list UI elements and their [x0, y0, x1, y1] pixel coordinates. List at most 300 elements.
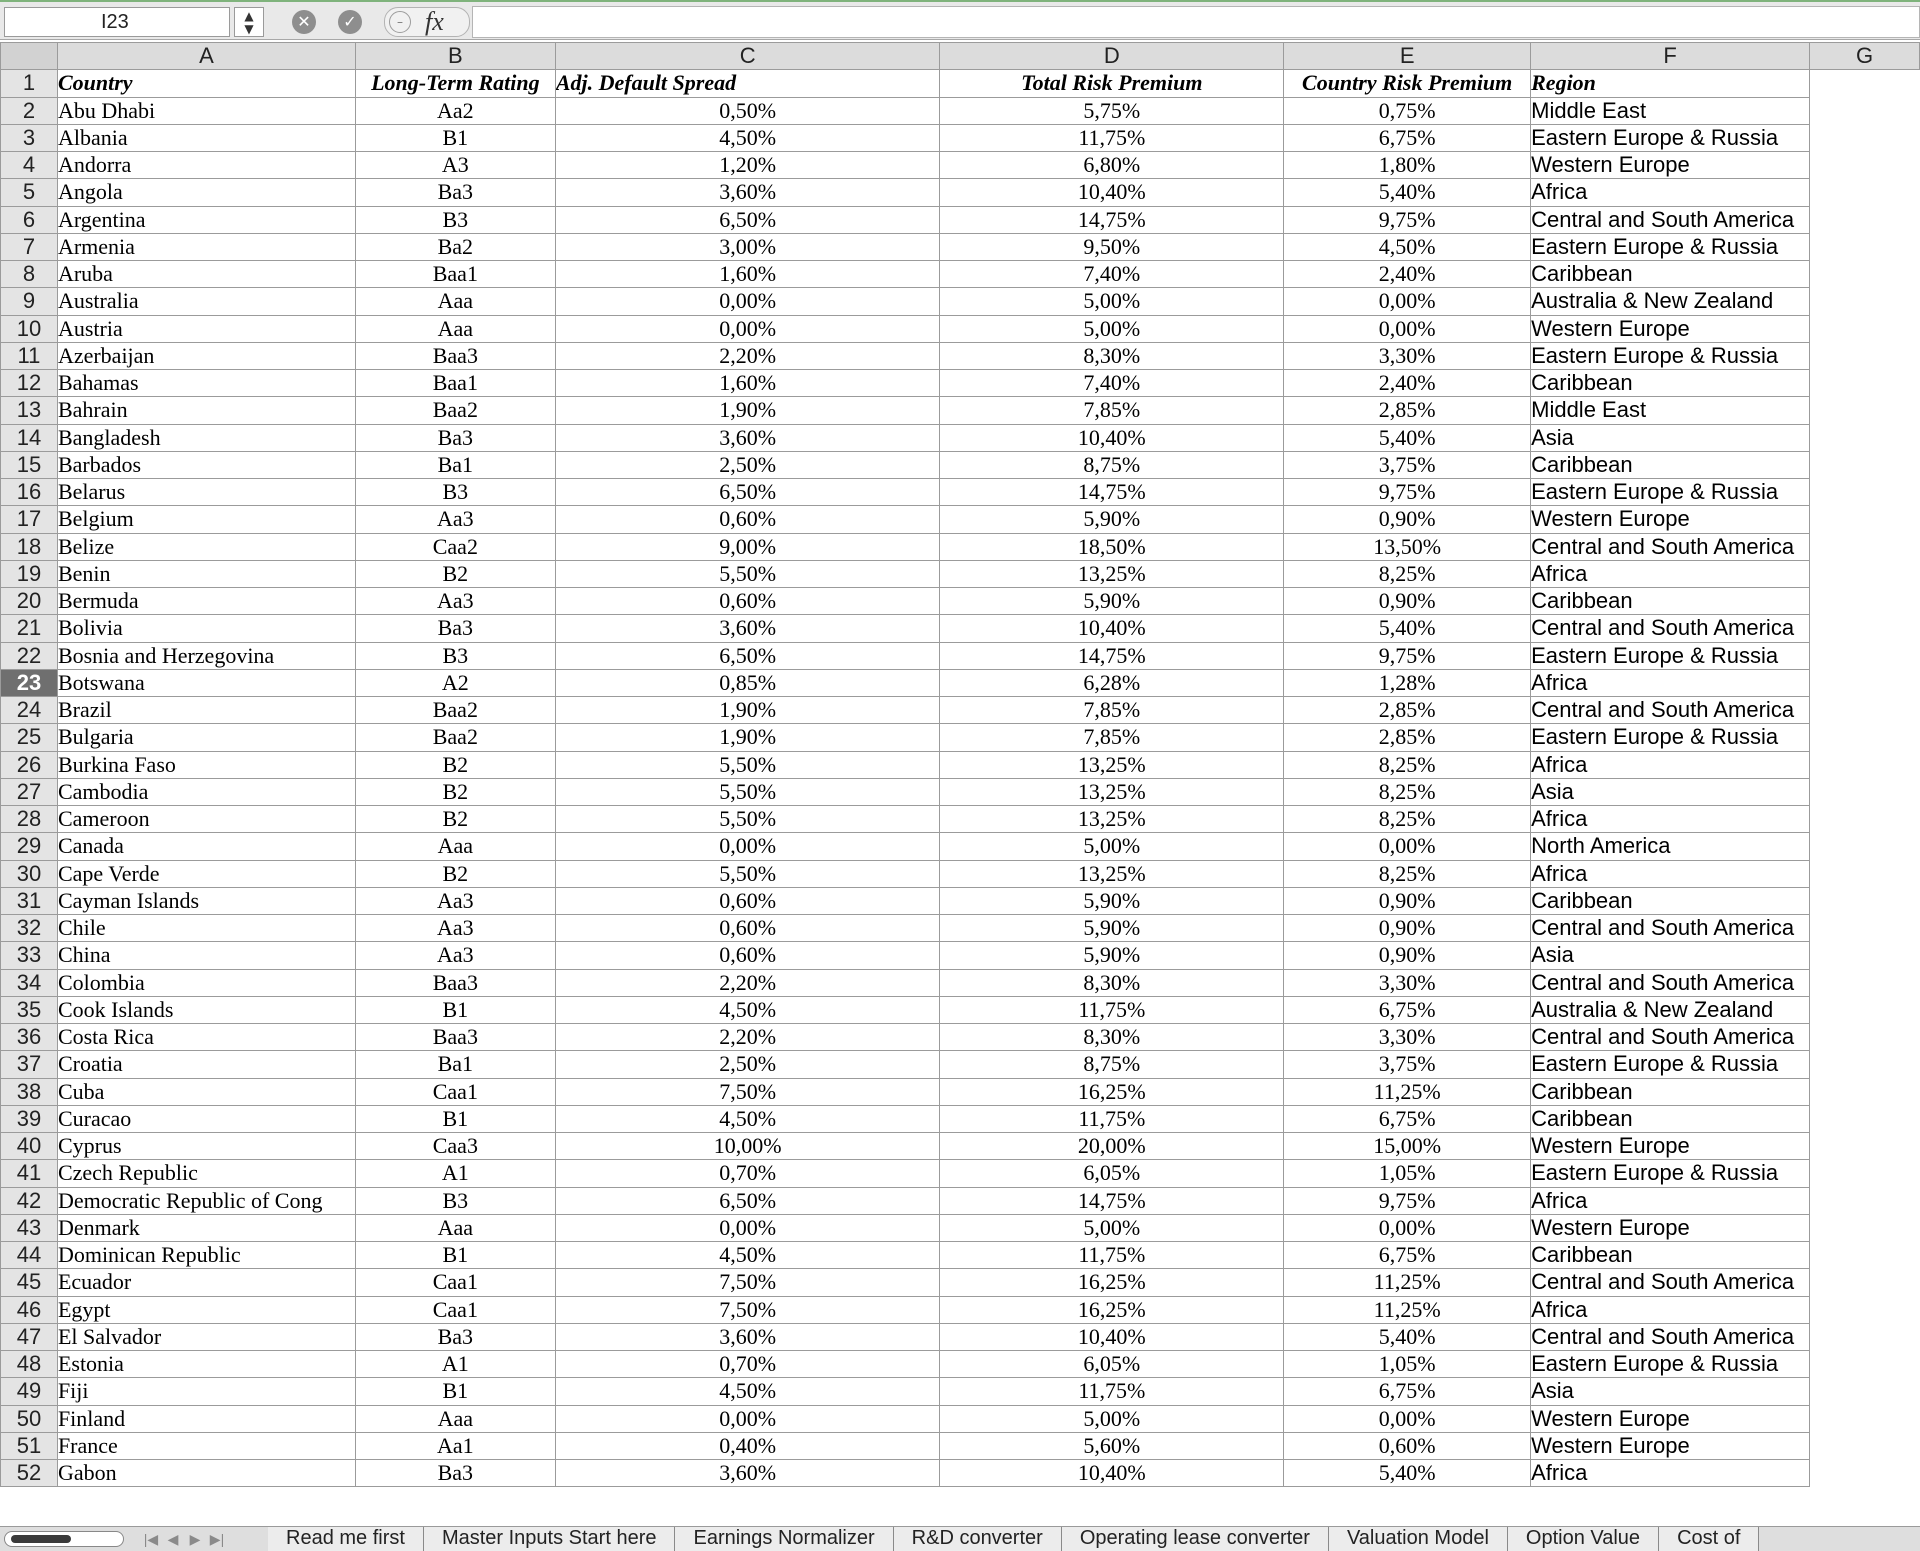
cell-spread[interactable]: 5,50% [555, 560, 940, 587]
cell-country-risk[interactable]: 0,90% [1284, 506, 1531, 533]
cell-rating[interactable]: B1 [355, 996, 555, 1023]
cell-country-risk[interactable]: 8,25% [1284, 778, 1531, 805]
cell-country-risk[interactable]: 6,75% [1284, 1242, 1531, 1269]
cell-g[interactable] [1810, 860, 1920, 887]
cell-total-risk[interactable]: 7,85% [940, 397, 1284, 424]
cell-g[interactable] [1810, 642, 1920, 669]
cell-country-risk[interactable]: 9,75% [1284, 642, 1531, 669]
cell-region[interactable]: Caribbean [1531, 887, 1810, 914]
cell-g[interactable] [1810, 697, 1920, 724]
cell-region[interactable]: Caribbean [1531, 588, 1810, 615]
cell-total-risk[interactable]: 9,50% [940, 233, 1284, 260]
last-sheet-icon[interactable]: ▶| [209, 1531, 225, 1547]
cell-region[interactable]: Caribbean [1531, 1242, 1810, 1269]
cell-country-risk[interactable]: 15,00% [1284, 1133, 1531, 1160]
cell-total-risk[interactable]: 14,75% [940, 642, 1284, 669]
cell-spread[interactable]: 4,50% [555, 1105, 940, 1132]
cell-total-risk[interactable]: 14,75% [940, 1187, 1284, 1214]
row-number[interactable]: 47 [1, 1323, 58, 1350]
cell-country[interactable]: Azerbaijan [57, 342, 355, 369]
cell-rating[interactable]: B2 [355, 860, 555, 887]
cell-rating[interactable]: B1 [355, 1105, 555, 1132]
cell-total-risk[interactable]: 11,75% [940, 1105, 1284, 1132]
row-number[interactable]: 42 [1, 1187, 58, 1214]
cell-country[interactable]: Cape Verde [57, 860, 355, 887]
cell-total-risk[interactable]: 8,75% [940, 451, 1284, 478]
row-number[interactable]: 48 [1, 1351, 58, 1378]
row-number[interactable]: 45 [1, 1269, 58, 1296]
column-header-f[interactable]: F [1531, 43, 1810, 70]
cell-g[interactable] [1810, 315, 1920, 342]
cell-country[interactable]: Albania [57, 124, 355, 151]
cell-total-risk[interactable]: 13,25% [940, 860, 1284, 887]
cell-g[interactable] [1810, 533, 1920, 560]
cell-g[interactable] [1810, 996, 1920, 1023]
cell-country[interactable]: Bulgaria [57, 724, 355, 751]
cell-g[interactable] [1810, 1323, 1920, 1350]
column-header-g[interactable]: G [1810, 43, 1920, 70]
cell-total-risk[interactable]: 5,90% [940, 506, 1284, 533]
cell-region[interactable]: Australia & New Zealand [1531, 288, 1810, 315]
cell-spread[interactable]: 0,60% [555, 887, 940, 914]
cell-country-risk[interactable]: 8,25% [1284, 751, 1531, 778]
cell-country-risk[interactable]: 0,60% [1284, 1432, 1531, 1459]
cell-country-risk[interactable]: 0,00% [1284, 833, 1531, 860]
cell-region[interactable]: Eastern Europe & Russia [1531, 724, 1810, 751]
sheet-tab[interactable]: Cost of [1659, 1527, 1759, 1551]
row-number[interactable]: 18 [1, 533, 58, 560]
cell-g[interactable] [1810, 560, 1920, 587]
cell-region[interactable]: Central and South America [1531, 1269, 1810, 1296]
header-spread[interactable]: Adj. Default Spread [555, 70, 940, 97]
cell-country[interactable]: Burkina Faso [57, 751, 355, 778]
cell-spread[interactable]: 1,90% [555, 697, 940, 724]
row-number[interactable]: 34 [1, 969, 58, 996]
cell-total-risk[interactable]: 5,90% [940, 942, 1284, 969]
cell-country-risk[interactable]: 2,85% [1284, 697, 1531, 724]
cell-total-risk[interactable]: 5,90% [940, 915, 1284, 942]
horizontal-scrollbar[interactable] [4, 1531, 124, 1547]
cell-region[interactable]: Middle East [1531, 97, 1810, 124]
cell-rating[interactable]: Caa1 [355, 1269, 555, 1296]
cell-country[interactable]: Botswana [57, 669, 355, 696]
cell-total-risk[interactable]: 13,25% [940, 560, 1284, 587]
cell-country-risk[interactable]: 0,90% [1284, 942, 1531, 969]
cell-g[interactable] [1810, 424, 1920, 451]
cell-region[interactable]: Western Europe [1531, 152, 1810, 179]
cell-g[interactable] [1810, 233, 1920, 260]
cell-total-risk[interactable]: 13,25% [940, 778, 1284, 805]
row-number[interactable]: 9 [1, 288, 58, 315]
cell-country[interactable]: Aruba [57, 261, 355, 288]
cell-total-risk[interactable]: 11,75% [940, 124, 1284, 151]
cell-region[interactable]: Central and South America [1531, 697, 1810, 724]
cell-total-risk[interactable]: 5,90% [940, 588, 1284, 615]
next-sheet-icon[interactable]: ▶ [189, 1531, 201, 1547]
cell-g[interactable] [1810, 588, 1920, 615]
cell-rating[interactable]: Ba1 [355, 1051, 555, 1078]
name-box[interactable]: I23 [4, 7, 230, 37]
cell-region[interactable]: Africa [1531, 179, 1810, 206]
row-number[interactable]: 16 [1, 479, 58, 506]
cell-country-risk[interactable]: 1,28% [1284, 669, 1531, 696]
cell-region[interactable]: Central and South America [1531, 615, 1810, 642]
row-number[interactable]: 46 [1, 1296, 58, 1323]
cell-spread[interactable]: 2,50% [555, 451, 940, 478]
cell-total-risk[interactable]: 13,25% [940, 806, 1284, 833]
row-number[interactable]: 40 [1, 1133, 58, 1160]
cell-rating[interactable]: Aa3 [355, 915, 555, 942]
row-number[interactable]: 8 [1, 261, 58, 288]
header-total-risk[interactable]: Total Risk Premium [940, 70, 1284, 97]
cell-region[interactable]: Eastern Europe & Russia [1531, 342, 1810, 369]
cell-country-risk[interactable]: 3,30% [1284, 1024, 1531, 1051]
cell-spread[interactable]: 1,90% [555, 724, 940, 751]
cell-spread[interactable]: 0,85% [555, 669, 940, 696]
cell-country-risk[interactable]: 2,40% [1284, 261, 1531, 288]
cell-spread[interactable]: 6,50% [555, 642, 940, 669]
cell-country[interactable]: Bangladesh [57, 424, 355, 451]
cell-g[interactable] [1810, 1378, 1920, 1405]
cell-total-risk[interactable]: 11,75% [940, 996, 1284, 1023]
row-number[interactable]: 36 [1, 1024, 58, 1051]
row-number[interactable]: 28 [1, 806, 58, 833]
cell-g[interactable] [1810, 288, 1920, 315]
header-rating[interactable]: Long-Term Rating [355, 70, 555, 97]
cell-g[interactable] [1810, 969, 1920, 996]
cell-g[interactable] [1810, 1351, 1920, 1378]
cell-rating[interactable]: B2 [355, 751, 555, 778]
row-number[interactable]: 32 [1, 915, 58, 942]
cell-region[interactable]: Western Europe [1531, 315, 1810, 342]
cell-region[interactable]: Asia [1531, 1378, 1810, 1405]
cell-total-risk[interactable]: 10,40% [940, 1323, 1284, 1350]
row-number[interactable]: 26 [1, 751, 58, 778]
cell-total-risk[interactable]: 5,00% [940, 288, 1284, 315]
column-header-c[interactable]: C [555, 43, 940, 70]
cell-total-risk[interactable]: 8,30% [940, 969, 1284, 996]
cell-country[interactable]: Colombia [57, 969, 355, 996]
cell-spread[interactable]: 7,50% [555, 1078, 940, 1105]
cell-spread[interactable]: 4,50% [555, 1242, 940, 1269]
cell-total-risk[interactable]: 7,85% [940, 724, 1284, 751]
cell-rating[interactable]: Aa3 [355, 887, 555, 914]
cell-region[interactable]: Caribbean [1531, 1078, 1810, 1105]
cell-g[interactable] [1810, 1051, 1920, 1078]
header-region[interactable]: Region [1531, 70, 1810, 97]
cell-country-risk[interactable]: 11,25% [1284, 1269, 1531, 1296]
cell-country-risk[interactable]: 11,25% [1284, 1078, 1531, 1105]
cell-country-risk[interactable]: 5,40% [1284, 424, 1531, 451]
cell-country[interactable]: Bahamas [57, 370, 355, 397]
cell-total-risk[interactable]: 7,40% [940, 370, 1284, 397]
cell-region[interactable]: Africa [1531, 1187, 1810, 1214]
cell-g[interactable] [1810, 778, 1920, 805]
cell-country-risk[interactable]: 3,75% [1284, 451, 1531, 478]
cell-country[interactable]: Cuba [57, 1078, 355, 1105]
cell-country[interactable]: Andorra [57, 152, 355, 179]
cell-country[interactable]: Gabon [57, 1460, 355, 1487]
cell-spread[interactable]: 0,70% [555, 1160, 940, 1187]
cell-country[interactable]: Bahrain [57, 397, 355, 424]
cell-total-risk[interactable]: 6,80% [940, 152, 1284, 179]
cell-country[interactable]: Belgium [57, 506, 355, 533]
first-sheet-icon[interactable]: |◀ [143, 1531, 159, 1547]
cell-g[interactable] [1810, 370, 1920, 397]
cell-rating[interactable]: B2 [355, 560, 555, 587]
cell-region[interactable]: Eastern Europe & Russia [1531, 124, 1810, 151]
row-number[interactable]: 52 [1, 1460, 58, 1487]
cell-region[interactable]: Africa [1531, 806, 1810, 833]
cell-total-risk[interactable]: 5,60% [940, 1432, 1284, 1459]
cell-country[interactable]: Bermuda [57, 588, 355, 615]
cell-total-risk[interactable]: 10,40% [940, 424, 1284, 451]
cell-spread[interactable]: 3,60% [555, 1460, 940, 1487]
cell-country-risk[interactable]: 2,40% [1284, 370, 1531, 397]
cell-country-risk[interactable]: 0,00% [1284, 315, 1531, 342]
row-number[interactable]: 1 [1, 70, 58, 97]
row-number[interactable]: 25 [1, 724, 58, 751]
cell-country[interactable]: Australia [57, 288, 355, 315]
cell-g[interactable] [1810, 261, 1920, 288]
cell-country[interactable]: Finland [57, 1405, 355, 1432]
cell-rating[interactable]: Caa1 [355, 1296, 555, 1323]
cell-spread[interactable]: 2,50% [555, 1051, 940, 1078]
cell-region[interactable]: Australia & New Zealand [1531, 996, 1810, 1023]
cell-spread[interactable]: 0,00% [555, 315, 940, 342]
cell-rating[interactable]: A1 [355, 1160, 555, 1187]
cancel-icon[interactable] [290, 9, 318, 35]
cell-spread[interactable]: 5,50% [555, 778, 940, 805]
cell-country-risk[interactable]: 6,75% [1284, 1105, 1531, 1132]
cell-total-risk[interactable]: 14,75% [940, 206, 1284, 233]
cell-region[interactable]: Central and South America [1531, 969, 1810, 996]
cell-region[interactable]: Western Europe [1531, 506, 1810, 533]
cell-region[interactable]: Western Europe [1531, 1432, 1810, 1459]
scroll-thumb[interactable] [11, 1535, 71, 1543]
cell-total-risk[interactable]: 11,75% [940, 1242, 1284, 1269]
cell-country[interactable]: Ecuador [57, 1269, 355, 1296]
sheet-tab[interactable]: Read me first [268, 1527, 424, 1551]
cell-country[interactable]: Belarus [57, 479, 355, 506]
cell-rating[interactable]: Baa1 [355, 370, 555, 397]
cell-country[interactable]: Cyprus [57, 1133, 355, 1160]
cell-country-risk[interactable]: 0,90% [1284, 915, 1531, 942]
cell-country[interactable]: Curacao [57, 1105, 355, 1132]
cell-g[interactable] [1810, 669, 1920, 696]
cell-country[interactable]: Cayman Islands [57, 887, 355, 914]
cell-country[interactable]: Barbados [57, 451, 355, 478]
cell-spread[interactable]: 10,00% [555, 1133, 940, 1160]
cell-region[interactable]: Caribbean [1531, 261, 1810, 288]
cell-spread[interactable]: 1,90% [555, 397, 940, 424]
row-number[interactable]: 33 [1, 942, 58, 969]
cell-country-risk[interactable]: 5,40% [1284, 1460, 1531, 1487]
cell-country-risk[interactable]: 5,40% [1284, 179, 1531, 206]
cell-rating[interactable]: Aa3 [355, 942, 555, 969]
cell-rating[interactable]: Ba1 [355, 451, 555, 478]
cell-total-risk[interactable]: 10,40% [940, 179, 1284, 206]
cell-country[interactable]: El Salvador [57, 1323, 355, 1350]
row-number[interactable]: 23 [1, 669, 58, 696]
cell-spread[interactable]: 0,00% [555, 1214, 940, 1241]
cell-country[interactable]: Bolivia [57, 615, 355, 642]
cell-country-risk[interactable]: 5,40% [1284, 1323, 1531, 1350]
header-country[interactable]: Country [57, 70, 355, 97]
cell-g[interactable] [1810, 1432, 1920, 1459]
cell-total-risk[interactable]: 8,30% [940, 1024, 1284, 1051]
cell-country-risk[interactable]: 4,50% [1284, 233, 1531, 260]
cell-rating[interactable]: Aa2 [355, 97, 555, 124]
cell-region[interactable]: Central and South America [1531, 1323, 1810, 1350]
prev-sheet-icon[interactable]: ◀ [167, 1531, 179, 1547]
cell-region[interactable]: Eastern Europe & Russia [1531, 1160, 1810, 1187]
cell-country-risk[interactable]: 13,50% [1284, 533, 1531, 560]
cell-spread[interactable]: 4,50% [555, 124, 940, 151]
cell-rating[interactable]: Ba3 [355, 615, 555, 642]
cell-rating[interactable]: Ba3 [355, 179, 555, 206]
row-number[interactable]: 27 [1, 778, 58, 805]
cell-spread[interactable]: 0,60% [555, 915, 940, 942]
row-number[interactable]: 29 [1, 833, 58, 860]
cell-country-risk[interactable]: 3,75% [1284, 1051, 1531, 1078]
cell-spread[interactable]: 9,00% [555, 533, 940, 560]
cell-g[interactable] [1810, 152, 1920, 179]
cell-region[interactable]: Western Europe [1531, 1214, 1810, 1241]
row-number[interactable]: 6 [1, 206, 58, 233]
select-all-corner[interactable] [1, 43, 58, 70]
cell-rating[interactable]: Caa2 [355, 533, 555, 560]
cell-total-risk[interactable]: 5,90% [940, 887, 1284, 914]
cell-country[interactable]: Austria [57, 315, 355, 342]
row-number[interactable]: 39 [1, 1105, 58, 1132]
cell-country-risk[interactable]: 3,30% [1284, 969, 1531, 996]
cell-country-risk[interactable]: 11,25% [1284, 1296, 1531, 1323]
cell-country-risk[interactable]: 0,75% [1284, 97, 1531, 124]
cell-g[interactable] [1810, 1024, 1920, 1051]
cell-total-risk[interactable]: 16,25% [940, 1078, 1284, 1105]
cell-region[interactable]: Western Europe [1531, 1133, 1810, 1160]
column-header-d[interactable]: D [940, 43, 1284, 70]
cell-rating[interactable]: Aaa [355, 315, 555, 342]
cell-country-risk[interactable]: 6,75% [1284, 1378, 1531, 1405]
cell-country[interactable]: Brazil [57, 697, 355, 724]
row-number[interactable]: 19 [1, 560, 58, 587]
cell-g[interactable] [1810, 1214, 1920, 1241]
row-number[interactable]: 22 [1, 642, 58, 669]
row-number[interactable]: 10 [1, 315, 58, 342]
cell-country-risk[interactable]: 0,00% [1284, 1405, 1531, 1432]
column-header-a[interactable]: A [57, 43, 355, 70]
cell-g[interactable] [1810, 70, 1920, 97]
column-header-b[interactable]: B [355, 43, 555, 70]
cell-region[interactable]: Africa [1531, 1460, 1810, 1487]
cell-spread[interactable]: 6,50% [555, 1187, 940, 1214]
cell-rating[interactable]: Baa2 [355, 697, 555, 724]
row-number[interactable]: 3 [1, 124, 58, 151]
cell-g[interactable] [1810, 615, 1920, 642]
cell-spread[interactable]: 1,60% [555, 261, 940, 288]
cell-country[interactable]: Canada [57, 833, 355, 860]
row-number[interactable]: 30 [1, 860, 58, 887]
cell-rating[interactable]: B2 [355, 778, 555, 805]
cell-country[interactable]: Cook Islands [57, 996, 355, 1023]
cell-rating[interactable]: Baa2 [355, 397, 555, 424]
row-number[interactable]: 14 [1, 424, 58, 451]
cell-region[interactable]: Eastern Europe & Russia [1531, 1051, 1810, 1078]
cell-country[interactable]: France [57, 1432, 355, 1459]
cell-total-risk[interactable]: 13,25% [940, 751, 1284, 778]
cell-g[interactable] [1810, 451, 1920, 478]
cell-total-risk[interactable]: 20,00% [940, 1133, 1284, 1160]
cell-country[interactable]: Denmark [57, 1214, 355, 1241]
cell-spread[interactable]: 6,50% [555, 206, 940, 233]
cell-country-risk[interactable]: 8,25% [1284, 860, 1531, 887]
cell-total-risk[interactable]: 10,40% [940, 615, 1284, 642]
cell-country-risk[interactable]: 0,00% [1284, 1214, 1531, 1241]
cell-rating[interactable]: B3 [355, 206, 555, 233]
row-number[interactable]: 43 [1, 1214, 58, 1241]
cell-g[interactable] [1810, 1078, 1920, 1105]
cell-g[interactable] [1810, 942, 1920, 969]
cell-region[interactable]: Asia [1531, 424, 1810, 451]
cell-rating[interactable]: Aaa [355, 1405, 555, 1432]
cell-g[interactable] [1810, 751, 1920, 778]
cell-spread[interactable]: 0,70% [555, 1351, 940, 1378]
cell-country-risk[interactable]: 3,30% [1284, 342, 1531, 369]
row-number[interactable]: 38 [1, 1078, 58, 1105]
cell-country[interactable]: Cameroon [57, 806, 355, 833]
cell-g[interactable] [1810, 1296, 1920, 1323]
cell-region[interactable]: Eastern Europe & Russia [1531, 642, 1810, 669]
cell-g[interactable] [1810, 479, 1920, 506]
cell-country-risk[interactable]: 1,05% [1284, 1160, 1531, 1187]
cell-country-risk[interactable]: 6,75% [1284, 996, 1531, 1023]
cell-rating[interactable]: A2 [355, 669, 555, 696]
cell-rating[interactable]: A3 [355, 152, 555, 179]
cell-total-risk[interactable]: 6,05% [940, 1160, 1284, 1187]
cell-g[interactable] [1810, 1269, 1920, 1296]
cell-spread[interactable]: 0,50% [555, 97, 940, 124]
cell-country[interactable]: Costa Rica [57, 1024, 355, 1051]
cell-country[interactable]: China [57, 942, 355, 969]
cell-country-risk[interactable]: 8,25% [1284, 806, 1531, 833]
cell-country-risk[interactable]: 5,40% [1284, 615, 1531, 642]
cell-region[interactable]: Eastern Europe & Russia [1531, 1351, 1810, 1378]
sheet-tab[interactable]: Option Value [1508, 1527, 1659, 1551]
cell-region[interactable]: Africa [1531, 860, 1810, 887]
cell-rating[interactable]: A1 [355, 1351, 555, 1378]
cell-spread[interactable]: 0,40% [555, 1432, 940, 1459]
cell-spread[interactable]: 4,50% [555, 1378, 940, 1405]
cell-g[interactable] [1810, 1242, 1920, 1269]
cell-rating[interactable]: Caa1 [355, 1078, 555, 1105]
cell-g[interactable] [1810, 1187, 1920, 1214]
row-number[interactable]: 4 [1, 152, 58, 179]
cell-country-risk[interactable]: 2,85% [1284, 397, 1531, 424]
row-number[interactable]: 35 [1, 996, 58, 1023]
cell-rating[interactable]: Ba2 [355, 233, 555, 260]
cell-spread[interactable]: 2,20% [555, 1024, 940, 1051]
cell-country-risk[interactable]: 9,75% [1284, 1187, 1531, 1214]
cell-rating[interactable]: Ba3 [355, 424, 555, 451]
cell-rating[interactable]: Aa3 [355, 506, 555, 533]
cell-country-risk[interactable]: 0,90% [1284, 588, 1531, 615]
cell-country[interactable]: Armenia [57, 233, 355, 260]
cell-region[interactable]: North America [1531, 833, 1810, 860]
sheet-tab[interactable]: Operating lease converter [1062, 1527, 1329, 1551]
row-number[interactable]: 44 [1, 1242, 58, 1269]
